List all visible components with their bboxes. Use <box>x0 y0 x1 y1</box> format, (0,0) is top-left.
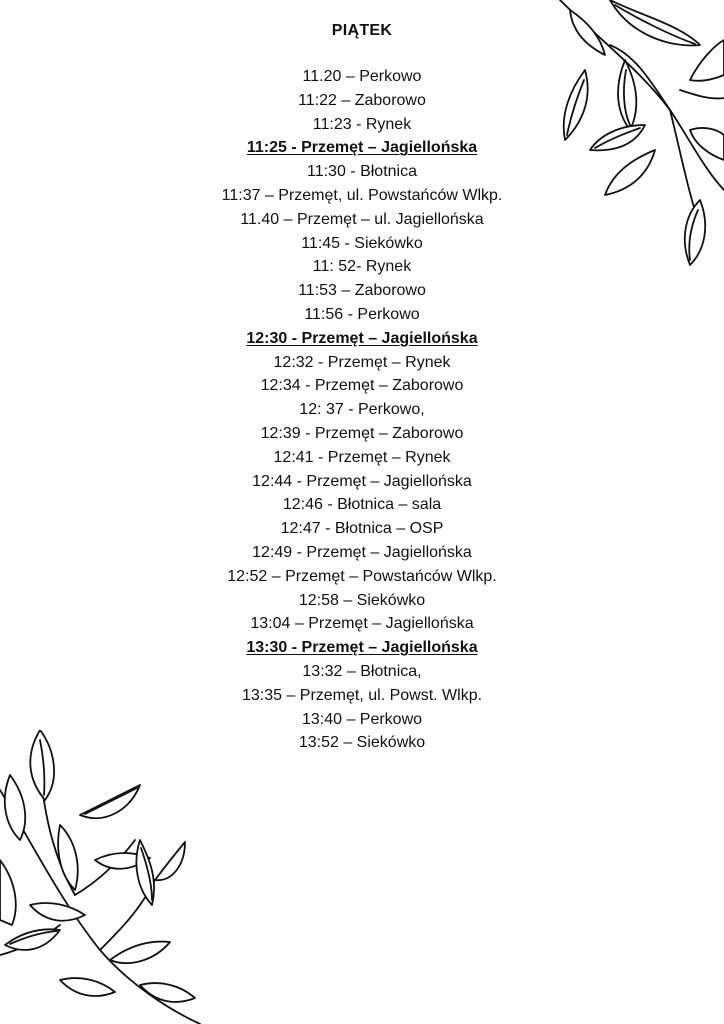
schedule-entry: 11:53 – Zaborowo <box>298 282 426 300</box>
schedule-entry: 12:58 – Siekówko <box>298 591 426 609</box>
schedule-entry: 12:47 - Błotnica – OSP <box>280 520 444 538</box>
schedule-entry: 11:22 – Zaborowo <box>298 91 426 109</box>
schedule-list <box>0 65 724 755</box>
page-title: PIĄTEK <box>331 22 393 39</box>
schedule-entry: 12:46 - Błotnica – sala <box>282 496 442 514</box>
schedule-entry: 12:41 - Przemęt – Rynek <box>273 448 451 466</box>
schedule-departure-highlight: 13:30 - Przemęt – Jagiellońska <box>246 639 478 657</box>
schedule-entry: 12:32 - Przemęt – Rynek <box>273 353 451 371</box>
schedule-entry: 13:32 – Błotnica, <box>302 662 422 680</box>
schedule-entry: 12:39 - Przemęt – Zaborowo <box>260 424 464 442</box>
schedule-entry: 11:56 - Perkowo <box>304 305 420 323</box>
schedule-entry: 13:04 – Przemęt – Jagiellońska <box>250 615 474 633</box>
schedule-entry: 13:52 – Siekówko <box>298 734 426 752</box>
schedule-entry: 11.40 – Przemęt – ul. Jagiellońska <box>240 210 484 228</box>
schedule-departure-highlight: 12:30 - Przemęt – Jagiellońska <box>246 329 478 347</box>
schedule-entry: 12:34 - Przemęt – Zaborowo <box>260 377 464 395</box>
schedule-entry: 11:37 – Przemęt, ul. Powstańców Wlkp. <box>221 186 503 204</box>
schedule-entry: 11: 52- Rynek <box>312 258 412 276</box>
schedule-entry: 13:40 – Perkowo <box>301 710 423 728</box>
schedule-departure-highlight: 11:25 - Przemęt – Jagiellońska <box>246 139 478 157</box>
schedule-entry: 12:52 – Przemęt – Powstańców Wlkp. <box>227 567 497 585</box>
schedule-entry: 11:45 - Siekówko <box>301 234 423 252</box>
schedule-entry: 11:30 - Błotnica <box>307 163 417 181</box>
schedule-entry: 12:44 - Przemęt – Jagiellońska <box>252 472 472 490</box>
schedule-entry: 12:49 - Przemęt – Jagiellońska <box>252 543 472 561</box>
schedule-entry: 12: 37 - Perkowo, <box>299 401 425 419</box>
schedule-entry: 11:23 - Rynek <box>312 115 412 133</box>
leaf-branch-bottom-left-icon <box>0 730 220 1024</box>
schedule-entry: 13:35 – Przemęt, ul. Powst. Wlkp. <box>241 686 483 704</box>
schedule-entry: 11.20 – Perkowo <box>302 68 422 85</box>
